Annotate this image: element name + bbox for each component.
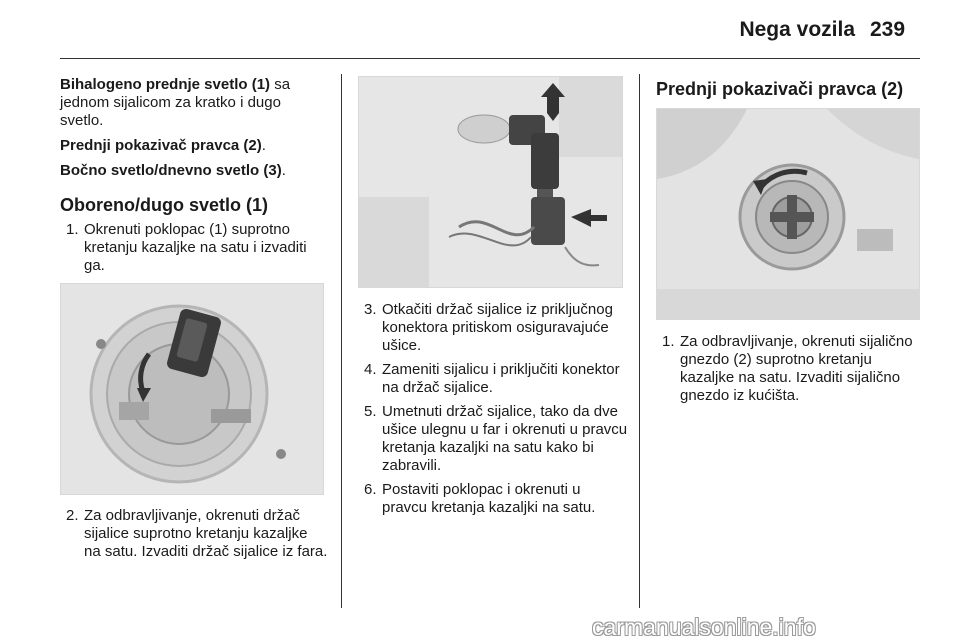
steps-list-3 (358, 301, 628, 517)
section-heading-low-high-beam: Oboreno/dugo svetlo (1) (60, 195, 269, 215)
list-item: 5. Umetnuti držač sijalice, tako da dve ušice ulegnu u far i okrenuti u pravcu kretanja kazaljki na satu kako bi zabravili. (364, 403, 628, 474)
list-item: 4. Zameniti sijalicu i priključiti konektor na držač sijalice. (364, 361, 620, 396)
figure-turn-signal-socket (656, 108, 920, 320)
watermark: carmanualsonline.info (592, 614, 816, 640)
column-1 (60, 76, 328, 567)
list-item: 1. Za odbravljivanje, okrenuti sijalično gnezdo (2) suprotno kretanju kazaljke na satu. Izvaditi sijalično gnezdo iz kućišta. (662, 333, 913, 404)
list-item: 2. Za odbravljivanje, okrenuti držač sijalice suprotno kretanju kazaljke na satu. Izvaditi držač sijalice iz fara. (66, 507, 328, 560)
paragraph-side-light: Bočno svetlo/dnevno svetlo (3). (60, 162, 286, 179)
column-divider-2 (639, 74, 640, 608)
list-item: 3. Otkačiti držač sijalice iz priključnog konektora pritiskom osiguravajuće ušice. (364, 301, 613, 354)
figure-bulb-connector (358, 76, 623, 288)
page-title: Nega vozila (739, 18, 855, 41)
steps-list-4 (656, 333, 922, 405)
steps-list-2 (60, 507, 328, 561)
page-number: 239 (870, 18, 906, 41)
column-3 (656, 76, 922, 411)
column-2 (358, 76, 628, 523)
paragraph-bihalogen: Bihalogeno prednje svetlo (1) sa jednom sijalicom za kratko i dugo svetlo. (60, 76, 291, 129)
header-rule (60, 58, 920, 59)
figure-headlight-cover (60, 283, 324, 495)
column-divider-1 (341, 74, 342, 608)
section-heading-turn-signals: Prednji pokazivači pravca (2) (656, 79, 904, 99)
steps-list-1 (60, 221, 328, 275)
list-item: 1. Okrenuti poklopac (1) suprotno kretanju kazaljke na satu i izvaditi ga. (66, 221, 307, 274)
paragraph-turn-signal: Prednji pokazivač pravca (2). (60, 137, 266, 154)
list-item: 6. Postaviti poklopac i okrenuti u pravcu kretanja kazaljki na satu. (364, 481, 596, 516)
